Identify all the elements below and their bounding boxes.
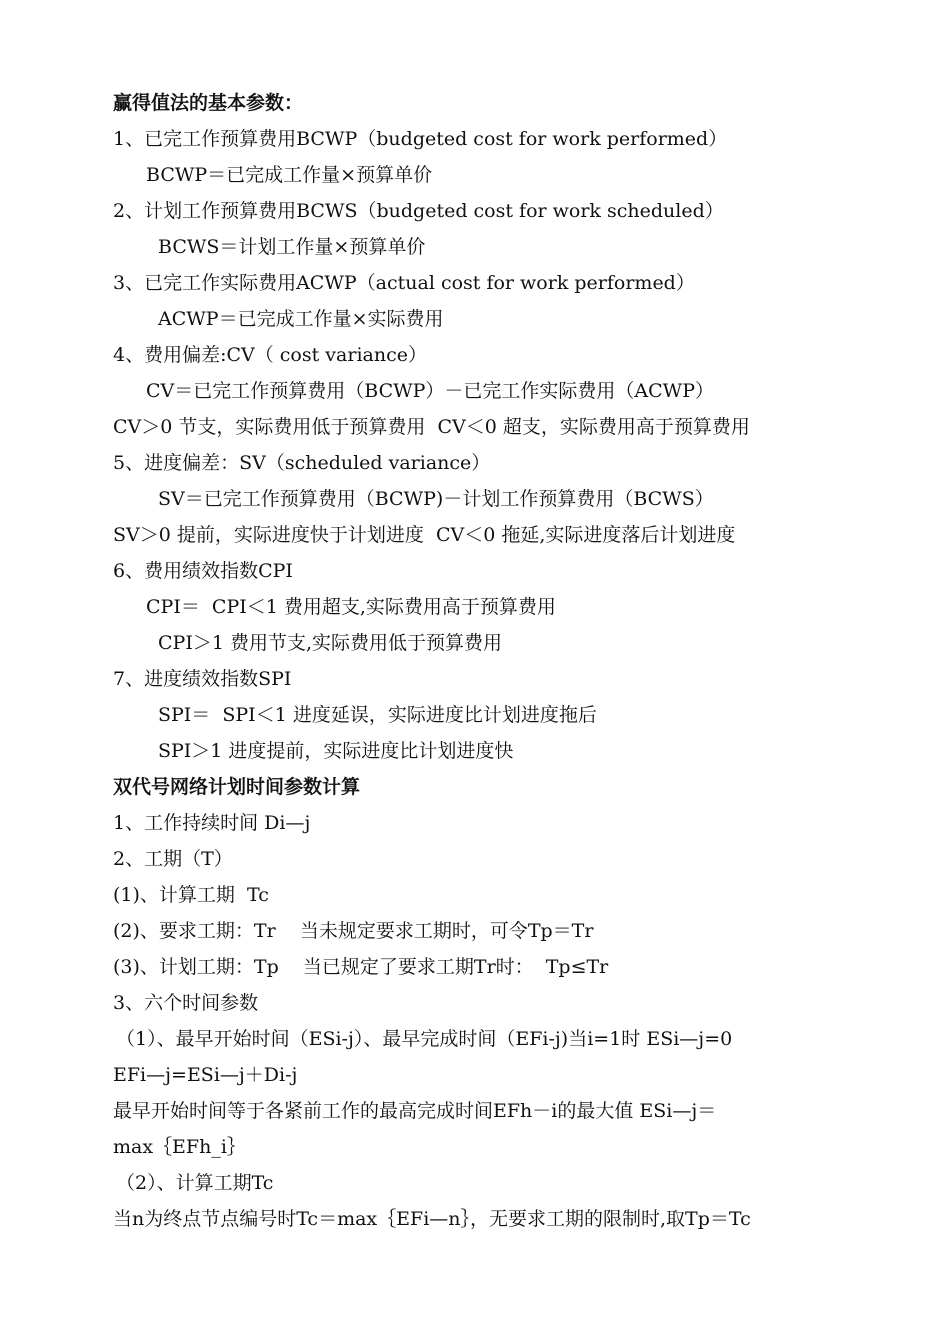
formula-ef: EFi—j=ESi—j＋Di-j	[113, 1064, 298, 1086]
item-earliest-times: （1）、最早开始时间（ESi-j）、最早完成时间（EFi-j)当i=1时 ESi—j=0	[116, 1028, 733, 1050]
note-cpi: CPI＞1 费用节支,实际费用低于预算费用	[158, 632, 502, 654]
item-calc-period: (1)、计算工期 Tc	[113, 884, 269, 906]
item-bcwp: 1、已完工作预算费用BCWP（budgeted cost for work performed）	[113, 128, 728, 150]
formula-cpi: CPI＝ CPI＜1 费用超支,实际费用高于预算费用	[146, 596, 556, 618]
formula-spi: SPI＝ SPI＜1 进度延误，实际进度比计划进度拖后	[158, 704, 597, 726]
item-bcws: 2、计划工作预算费用BCWS（budgeted cost for work scheduled）	[113, 200, 724, 222]
item-duration: 1、工作持续时间 Di—j	[113, 812, 311, 834]
note-tc: 当n为终点节点编号时Tc＝max｛EFi—n｝，无要求工期的限制时,取Tp＝Tc	[113, 1208, 751, 1230]
formula-bcwp: BCWP＝已完成工作量×预算单价	[146, 164, 433, 186]
note-cv: CV＞0 节支，实际费用低于预算费用 CV＜0 超支，实际费用高于预算费用	[113, 416, 750, 438]
note-es-rule: 最早开始时间等于各紧前工作的最高完成时间EFh－i的最大值 ESi—j＝	[113, 1100, 717, 1122]
heading-earned-value: 赢得值法的基本参数：	[113, 92, 304, 114]
formula-acwp: ACWP＝已完成工作量×实际费用	[158, 308, 444, 330]
heading-network-plan: 双代号网络计划时间参数计算	[113, 776, 361, 798]
item-spi: 7、进度绩效指数SPI	[113, 668, 292, 690]
item-cv: 4、费用偏差:CV（ cost variance）	[113, 344, 427, 366]
formula-bcws: BCWS＝计划工作量×预算单价	[158, 236, 426, 258]
item-cpi: 6、费用绩效指数CPI	[113, 560, 293, 582]
item-period: 2、工期（T）	[113, 848, 233, 870]
item-planned-period: (3)、计划工期：Tp 当已规定了要求工期Tr时： Tp≤Tr	[113, 956, 609, 978]
formula-es-max: max｛EFh_i｝	[113, 1136, 246, 1158]
item-required-period: (2)、要求工期：Tr 当未规定要求工期时，可令Tp＝Tr	[113, 920, 594, 942]
item-acwp: 3、已完工作实际费用ACWP（actual cost for work performed）	[113, 272, 695, 294]
formula-cv: CV＝已完工作预算费用（BCWP）－已完工作实际费用（ACWP）	[146, 380, 714, 402]
item-six-params: 3、六个时间参数	[113, 992, 259, 1014]
item-sv: 5、进度偏差：SV（scheduled variance）	[113, 452, 491, 474]
formula-sv: SV＝已完工作预算费用（BCWP)－计划工作预算费用（BCWS）	[158, 488, 714, 510]
note-spi: SPI＞1 进度提前，实际进度比计划进度快	[158, 740, 514, 762]
item-calc-tc: （2）、计算工期Tc	[116, 1172, 274, 1194]
note-sv: SV＞0 提前，实际进度快于计划进度 CV＜0 拖延,实际进度落后计划进度	[113, 524, 736, 546]
